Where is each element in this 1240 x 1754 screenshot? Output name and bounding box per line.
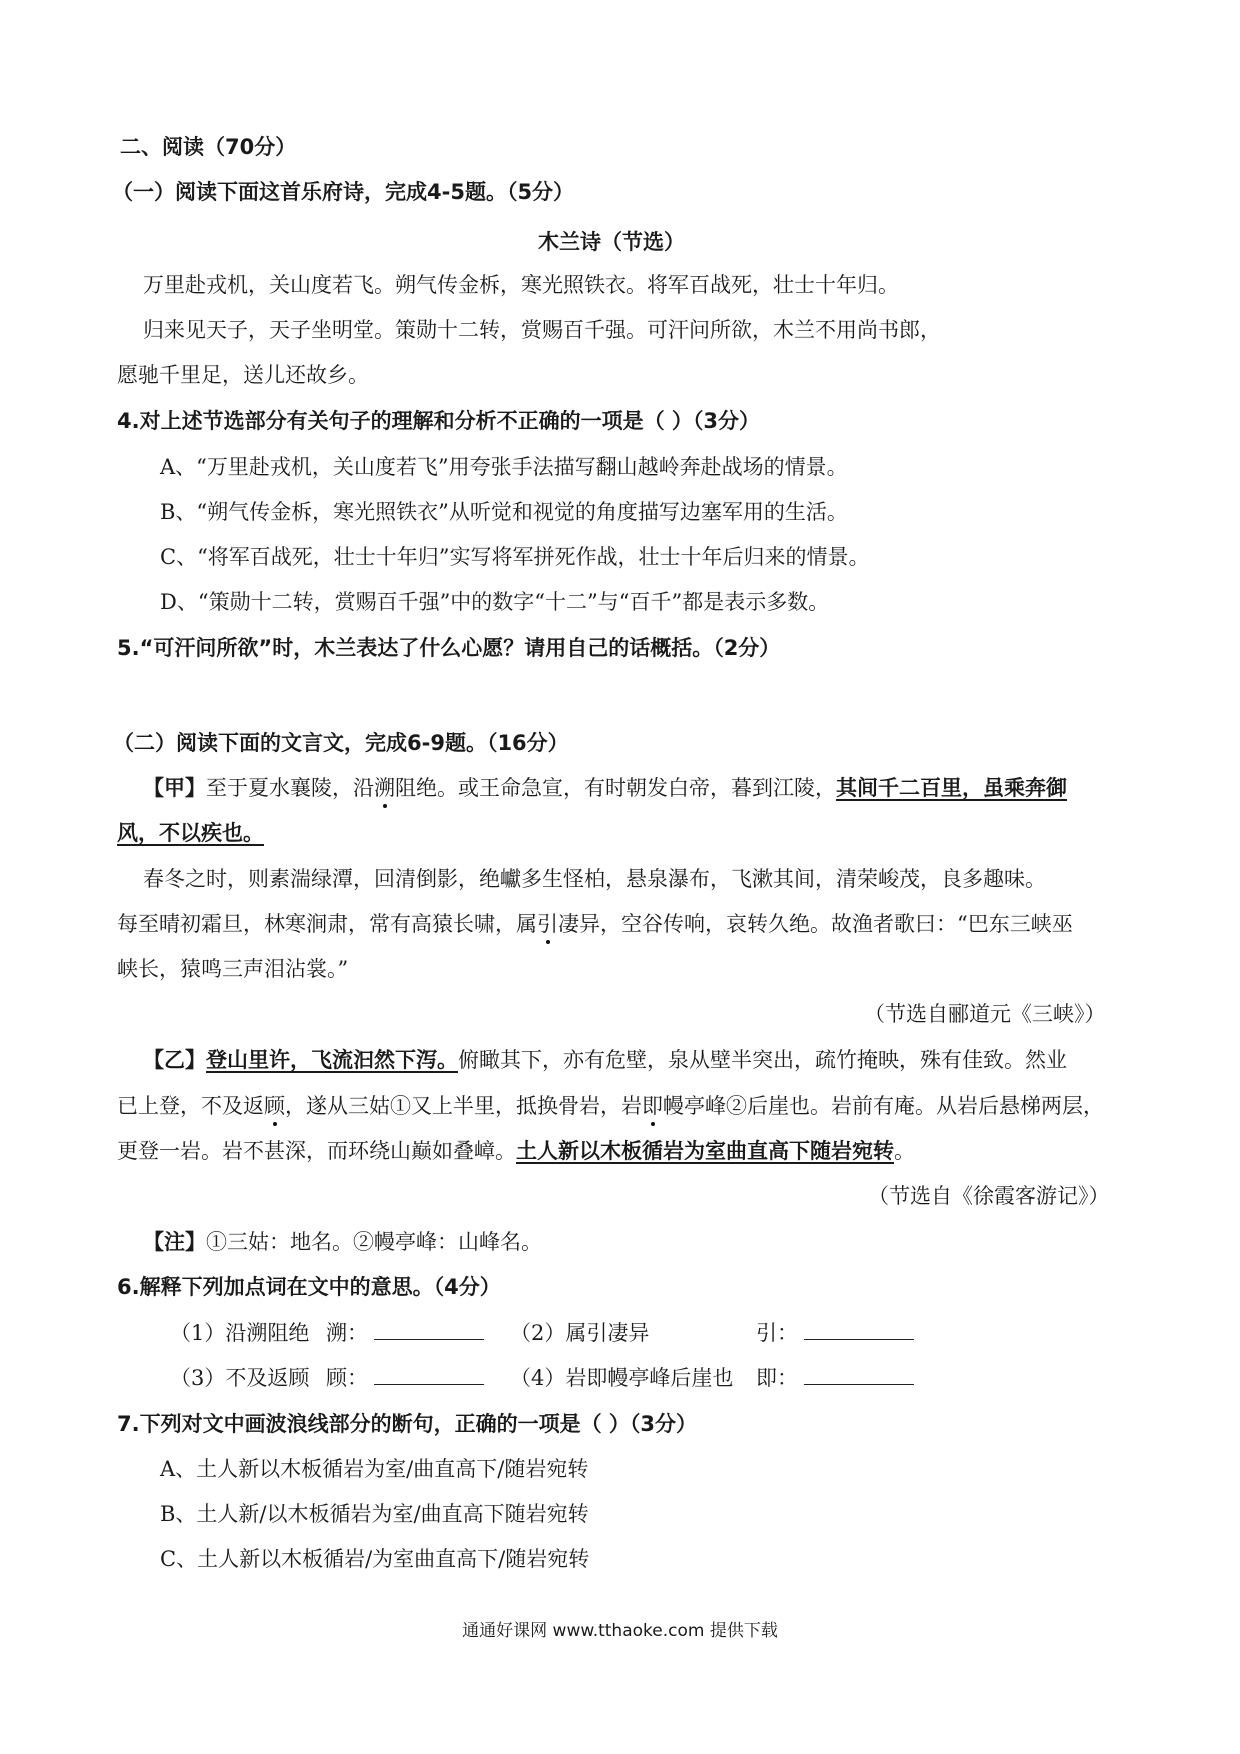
q6-item-3 (170, 1363, 309, 1393)
q6-item-text: （2）属引凄异 (510, 1321, 650, 1345)
text-run: 阻绝。或王命急宣，有时朝发白帝，暮到江陵， (395, 776, 836, 800)
q6-item-key: 引： (756, 1321, 798, 1345)
yi-paragraph-line (117, 1136, 915, 1166)
q6-item-text: （4）岩即幔亭峰后崖也 (510, 1366, 734, 1390)
dotted-word: 即 (642, 1094, 663, 1118)
underlined-sentence: 其间千二百里，虽乘奔御 (836, 776, 1067, 800)
q6-stem: 6.解释下列加点词在文中的意思。（4分） (117, 1275, 501, 1299)
yi-paragraph-line (143, 1045, 1067, 1075)
answer-blank[interactable] (374, 1364, 484, 1385)
yi-source: （节选自《徐霞客游记》） (868, 1184, 1110, 1208)
q4-option: A、“万里赴戎机，关山度若飞”用夸张手法描写翻山越岭奔赴战场的情景。 (160, 455, 848, 479)
text-run: 凄异，空谷传响，哀转久绝。故渔者歌曰：“巴东三峡巫 (558, 912, 1073, 936)
q4-stem: 4.对上述节选部分有关句子的理解和分析不正确的一项是（ ）（3分） (117, 409, 761, 433)
q6-item-text: （1）沿溯阻绝 (170, 1321, 310, 1345)
underlined-sentence: 登山里许，飞流汩然下泻。 (206, 1048, 458, 1072)
underlined-sentence: 风，不以疾也。 (117, 821, 264, 845)
note-label: 【注】 (143, 1230, 206, 1254)
note (143, 1227, 542, 1257)
q6-answer-1 (326, 1318, 484, 1348)
dotted-word: 顾 (264, 1094, 285, 1118)
text-run: 更登一岩。岩不甚深，而环绕山巅如叠嶂。 (117, 1139, 516, 1163)
part1-heading: （一）阅读下面这首乐府诗，完成4-5题。（5分） (112, 180, 575, 204)
q6-answer-4 (756, 1363, 914, 1393)
section-title: 二、阅读（70分） (120, 135, 297, 159)
q4-option: C、“将军百战死，壮士十年归”实写将军拼死作战，壮士十年后归来的情景。 (160, 545, 870, 569)
q6-item-4 (510, 1363, 733, 1393)
text-run: 幔亭峰②后崖也。岩前有庵。从岩后悬梯两层， (663, 1094, 1104, 1118)
text-run: ，遂从三姑①又上半里，抵换骨岩，岩 (285, 1094, 642, 1118)
q6-item-key: 溯： (326, 1321, 368, 1345)
poem-line: 归来见天子，天子坐明堂。策勋十二转，赏赐百千强。可汗问所欲，木兰不用尚书郎， (143, 318, 941, 342)
jia-paragraph-1-line-1 (143, 773, 1067, 803)
poem-title: 木兰诗（节选） (538, 230, 685, 254)
q7-option: A、土人新以木板循岩为室/曲直高下/随岩宛转 (160, 1457, 589, 1481)
text-run: 俯瞰其下，亦有危壁，泉从壁半突出，疏竹掩映，殊有佳致。然业 (458, 1048, 1067, 1072)
yi-label: 【乙】 (143, 1048, 206, 1072)
q6-answer-3 (326, 1363, 484, 1393)
text-run: 至于夏水襄陵，沿 (206, 776, 374, 800)
jia-source: （节选自郦道元《三峡》） (864, 1002, 1106, 1026)
jia-label: 【甲】 (143, 776, 206, 800)
part2-heading: （二）阅读下面的文言文，完成6-9题。（16分） (113, 731, 569, 755)
text-run: 。 (894, 1139, 915, 1163)
q6-item-key: 即： (756, 1366, 798, 1390)
q7-option: B、土人新/以木板循岩为室/曲直高下随岩宛转 (160, 1502, 589, 1526)
q6-item-key: 顾： (326, 1366, 368, 1390)
poem-line: 万里赴戎机，关山度若飞。朔气传金柝，寒光照铁衣。将军百战死，壮士十年归。 (143, 273, 899, 297)
q4-option: B、“朔气传金柝，寒光照铁衣”从听觉和视觉的角度描写边塞军用的生活。 (160, 500, 848, 524)
q5-stem: 5.“可汗问所欲”时，木兰表达了什么心愿？请用自己的话概括。（2分） (117, 636, 781, 660)
jia-paragraph-2-line (117, 909, 1073, 939)
q6-answer-2 (756, 1318, 914, 1348)
answer-blank[interactable] (804, 1319, 914, 1340)
jia-paragraph-2-line: 春冬之时，则素湍绿潭，回清倒影，绝巘多生怪柏，悬泉瀑布，飞漱其间，清荣峻茂，良多趣味。 (143, 867, 1046, 891)
q4-option: D、“策勋十二转，赏赐百千强”中的数字“十二”与“百千”都是表示多数。 (160, 590, 830, 614)
q6-item-text: （3）不及返顾 (170, 1366, 310, 1390)
wavy-underlined-sentence: 土人新以木板循岩为室曲直高下随岩宛转 (516, 1139, 894, 1163)
footer: 通通好课网 www.tthaoke.com 提供下载 (462, 1621, 778, 1641)
text-run: 每至晴初霜旦，林寒涧肃，常有高猿长啸，属 (117, 912, 537, 936)
poem-line: 愿驰千里足，送儿还故乡。 (117, 363, 369, 387)
jia-paragraph-2-line: 峡长，猿鸣三声泪沾裳。” (117, 957, 349, 981)
dotted-word: 溯 (374, 776, 395, 800)
q7-option: C、土人新以木板循岩/为室曲直高下/随岩宛转 (160, 1547, 590, 1571)
yi-paragraph-line (117, 1091, 1104, 1121)
q6-item-2 (510, 1318, 649, 1348)
answer-blank[interactable] (374, 1319, 484, 1340)
q6-item-1 (170, 1318, 309, 1348)
text-run: 已上登，不及返 (117, 1094, 264, 1118)
answer-blank[interactable] (804, 1364, 914, 1385)
q7-stem: 7.下列对文中画波浪线部分的断句，正确的一项是（ ）（3分） (117, 1412, 698, 1436)
dotted-word: 引 (537, 912, 558, 936)
note-text: ①三姑：地名。②幔亭峰：山峰名。 (206, 1230, 542, 1254)
